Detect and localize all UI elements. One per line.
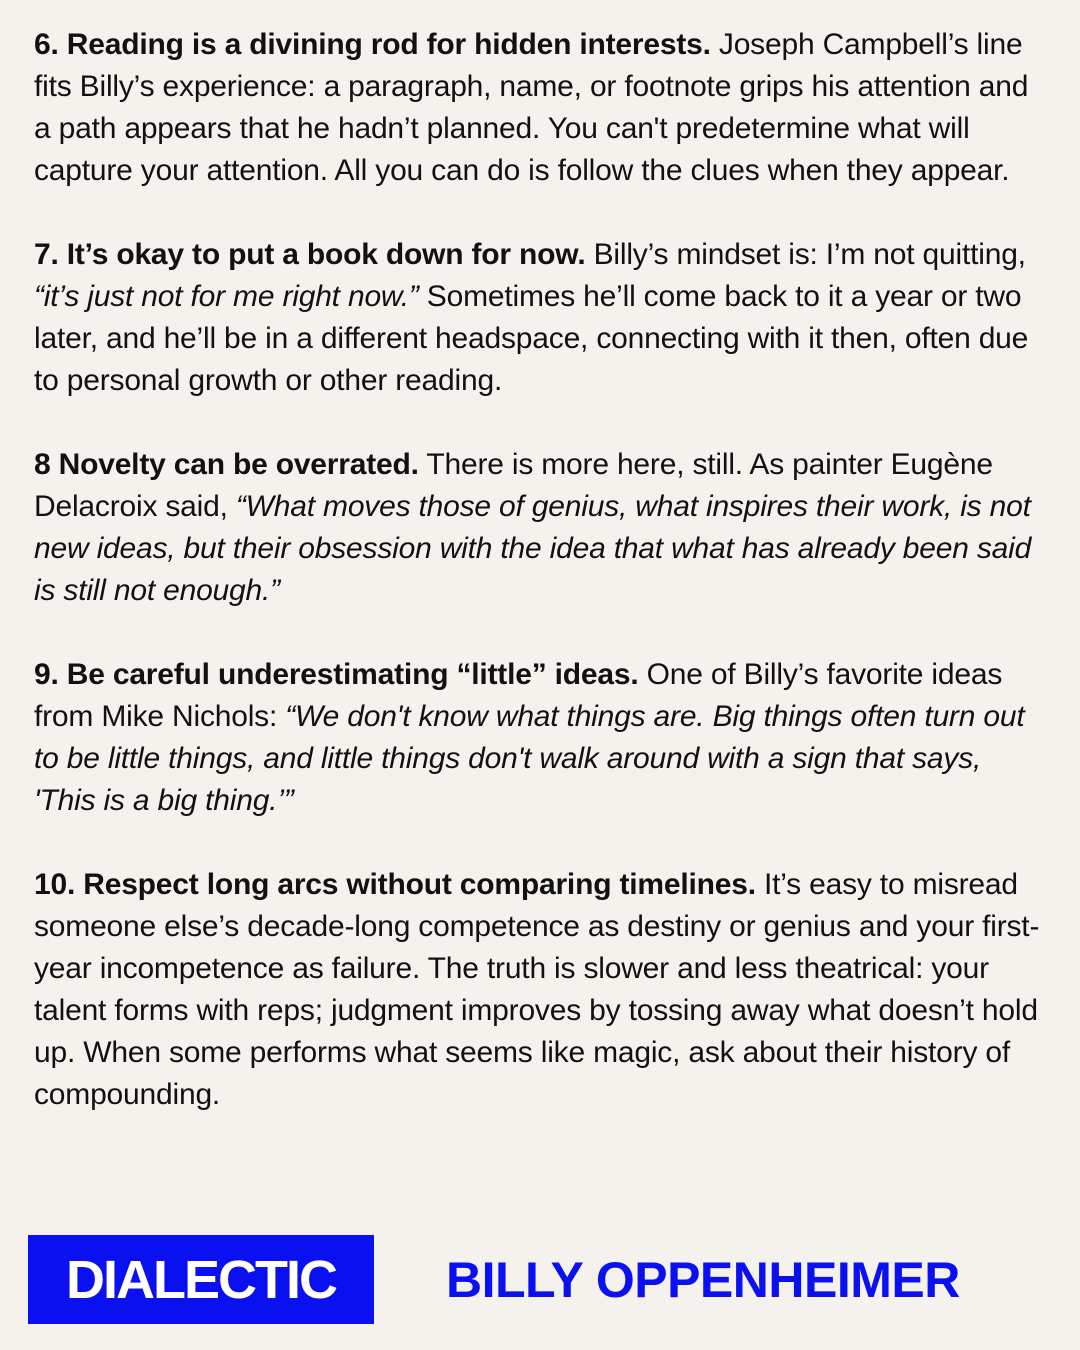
item-quote: “What moves those of genius, what inspires their work, is not new ideas, but their obsession with the idea that what has already been said is still not enough.” [34,490,1032,607]
brand-name: DIALECTIC [66,1249,336,1310]
list-item-8 [34,444,1046,612]
list-item-10 [34,864,1046,1116]
brand-logo [28,1235,374,1324]
footer [28,1235,1052,1325]
item-heading: 10. Respect long arcs without comparing timelines. [34,868,756,901]
list-item-7 [34,234,1046,402]
item-quote: “We don't know what things are. Big things often turn out to be little things, and little things don't walk around with a sign that says, 'This is a big thing.’” [34,700,1025,817]
author-name: BILLY OPPENHEIMER [446,1252,960,1308]
item-heading: 6. Reading is a divining rod for hidden interests. [34,28,711,61]
item-body-intro: One of Billy’s favorite ideas from Mike Nichols: [34,658,1003,733]
item-quote: “it’s just not for me right now.” [34,280,419,313]
item-heading: 8 Novelty can be overrated. [34,448,419,481]
list-item-6 [34,24,1046,192]
article-content [34,24,1046,1158]
item-body-rest: Sometimes he’ll come back to it a year or two later, and he’ll be in a different headspace, connecting with it then, often due to personal growth or other reading. [34,280,1029,397]
item-body-intro: There is more here, still. As painter Eugène Delacroix said, [34,448,993,523]
item-heading: 9. Be careful underestimating “little” ideas. [34,658,639,691]
item-body: Joseph Campbell’s line fits Billy’s experience: a paragraph, name, or footnote grips his attention and a path appears that he hadn’t planned. You can't predetermine what will capture your attention. All you can do is follow the clues when they appear. [34,28,1029,187]
item-body: It’s easy to misread someone else’s decade-long competence as destiny or genius and your first-year incompetence as failure. The truth is slower and less theatrical: your talent forms with reps; judgment improves by tossing away what doesn’t hold up. When some performs what seems like magic, ask about their history of compounding. [34,868,1040,1111]
item-body-intro: Billy’s mindset is: I’m not quitting, [585,238,1026,271]
list-item-9 [34,654,1046,822]
item-heading: 7. It’s okay to put a book down for now. [34,238,586,271]
